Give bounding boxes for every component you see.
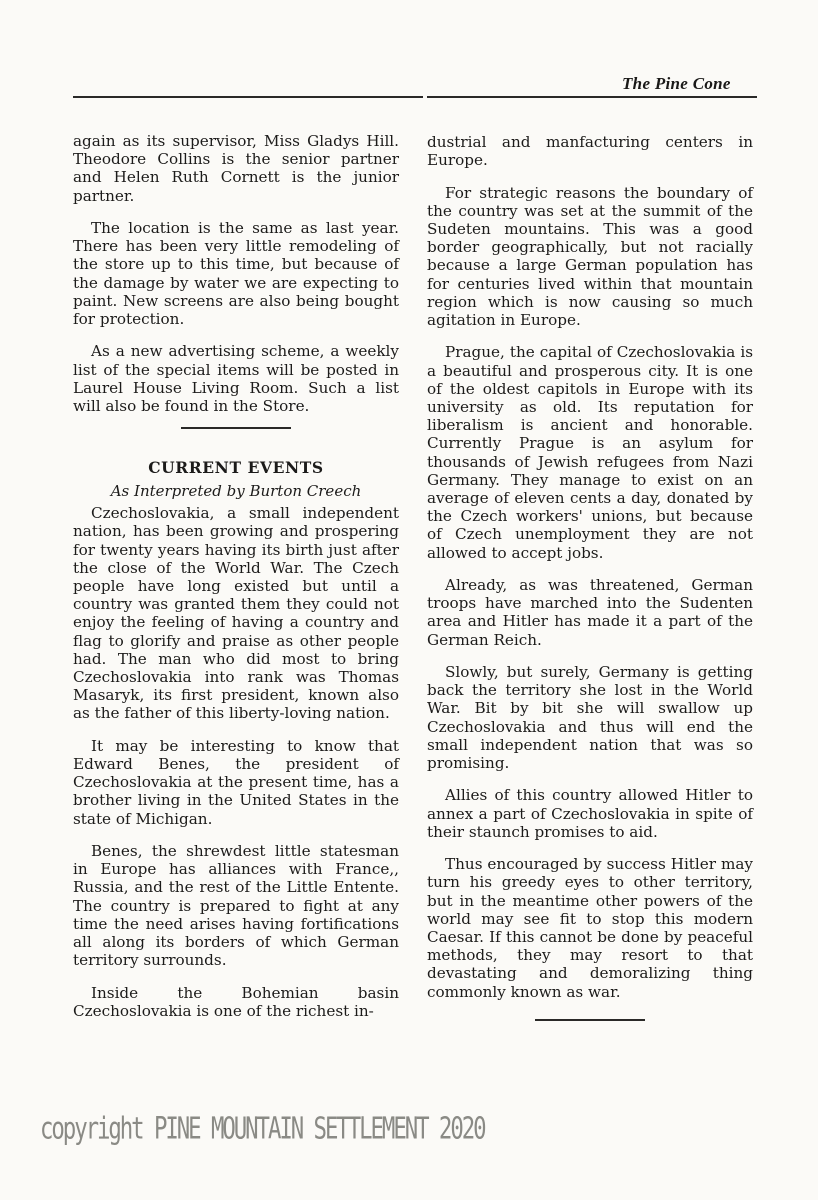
paragraph: Thus encouraged by success Hitler may turn his greedy eyes to other territory, but in the meantime other powers of the world may see fit to stop this modern Caesar. If this cannot be done by peaceful methods, they may resort to that devastating and demoralizing thing commonly known as war. [427,855,753,1001]
header-rule-right [427,96,757,98]
right-column [427,133,753,1021]
paragraph: Already, as was threatened, German troops have marched into the Sudenten area and Hitler has made it a part of the German Reich. [427,576,753,649]
paragraph: Czechoslovakia, a small independent nation, has been growing and prospering for twenty years having its birth just after the close of the World War. The Czech people have long existed but until a country was granted them they could not enjoy the feeling of having a country and flag to glorify and praise as other people had. The man who did most to bring Czechoslovakia into rank was Thomas Masaryk, its first president, known also as the father of this liberty-loving nation. [73,504,399,723]
paragraph: Allies of this country allowed Hitler to annex a part of Czechoslovakia in spite of their staunch promises to aid. [427,786,753,841]
paragraph: It may be interesting to know that Edward Benes, the president of Czechoslovakia at the present time, has a brother living in the United States in the state of Michigan. [73,736,399,828]
section-divider [181,427,291,429]
paragraph: The location is the same as last year. There has been very little remodeling of the store up to this time, but because of the damage by water we are expecting to paint. New screens are also being bought for protection. [73,219,399,329]
paragraph: As a new advertising scheme, a weekly list of the special items will be posted in Laurel House Living Room. Such a list will also be found in the Store. [73,342,399,416]
paragraph: For strategic reasons the boundary of the country was set at the summit of the Sudeten mountains. This was a good border geographically, but not racially because a large German population has for centuries lived within that mountain region which is now causing so much agitation in Europe. [427,183,753,330]
paragraph: Prague, the capital of Czechoslovakia is a beautiful and prosperous city. It is one of the oldest capitols in Europe with its university as old. Its reputation for liberalism is ancient and honorable. Currently Prague is an asylum for thousands of Jewish refugees from Nazi Germany. They manage to exist on an average of eleven cents a day, donated by the Czech workers' unions, but because of Czech unemployment they are not allowed to accept jobs. [427,343,753,562]
paragraph: again as its supervisor, Miss Gladys Hill. Theodore Collins is the senior partner and Helen Ruth Cornett is the junior partner. [73,132,399,205]
end-divider [535,1019,645,1021]
header-rule-left [73,96,423,98]
article-byline: As Interpreted by Burton Creech [110,482,362,501]
paragraph: dustrial and manfacturing centers in Europe. [427,133,753,170]
paragraph: Benes, the shrewdest little statesman in Europe has alliances with France,, Russia, and the rest of the Little Entente. The country is prepared to fight at any time the need arises having fortifications all along its borders of which German territory surrounds. [73,842,399,970]
copyright-watermark: copyright PINE MOUNTAIN SETTLEMENT 2020 [40,1112,485,1147]
article-title: CURRENT EVENTS [148,458,324,478]
running-title: The Pine Cone [622,74,731,93]
left-column [73,132,399,1034]
paragraph: Inside the Bohemian basin Czechoslovakia is one of the richest in- [73,983,399,1020]
paragraph: Slowly, but surely, Germany is getting back the territory she lost in the World War. Bit by bit she will swallow up Czechoslovakia and thus will end the small independent nation that was so promising. [427,663,753,773]
